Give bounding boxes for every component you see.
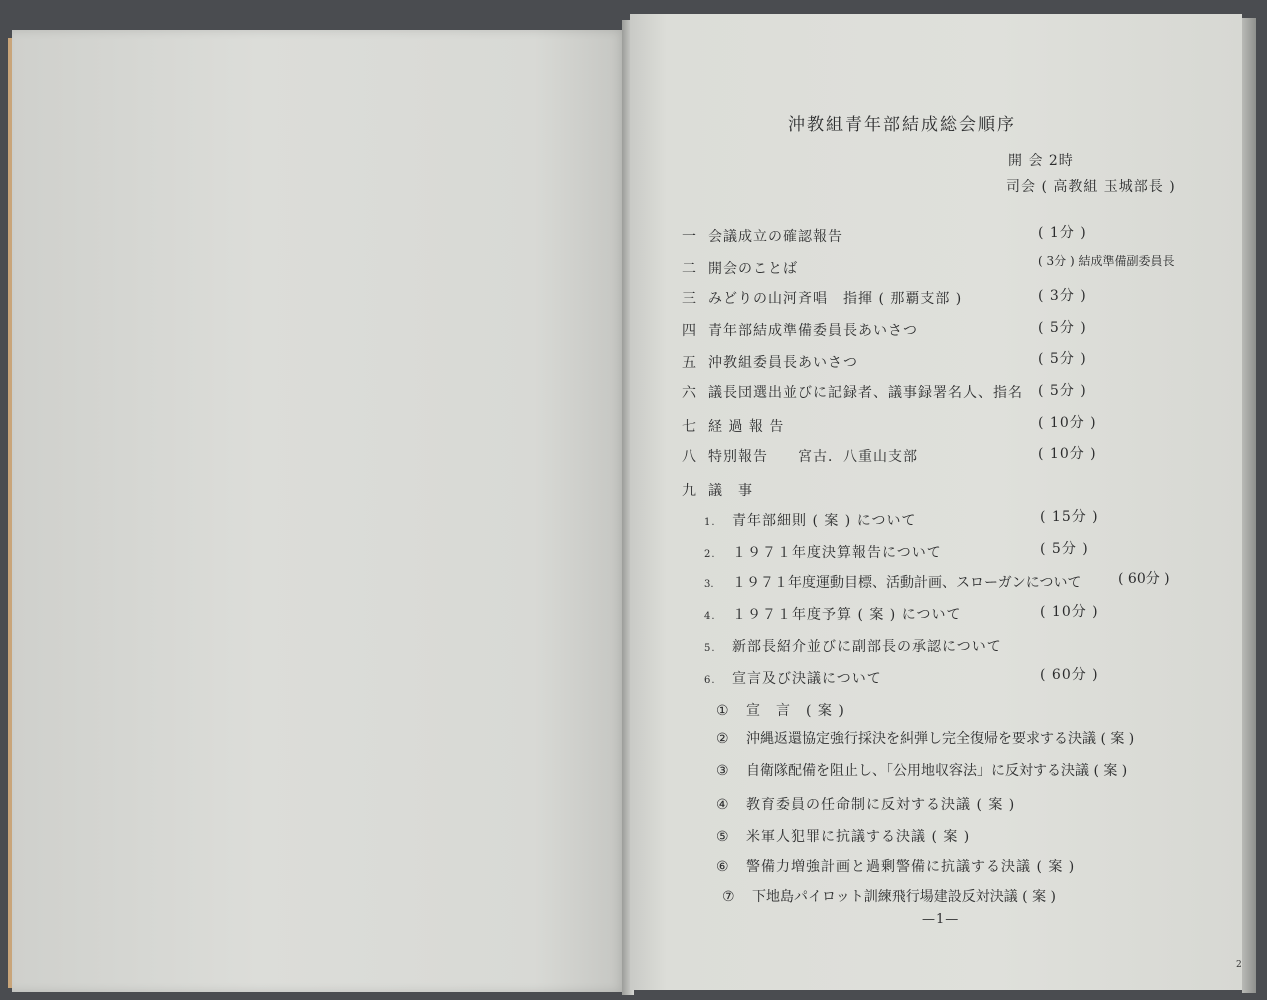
opening-time: 開 会 2時 — [1008, 153, 1074, 169]
agenda-item: 3. １９７１年度運動目標、活動計画、スローガンについて — [704, 575, 1082, 591]
list-item: 一 会議成立の確認報告 — [682, 229, 843, 245]
item-duration: ( 3分 ) — [1038, 288, 1087, 304]
item-duration: ( 10分 ) — [1040, 604, 1099, 620]
list-item: 二 開会のことば — [682, 261, 798, 277]
chairperson: 司会 ( 高教組 玉城部長 ) — [1006, 179, 1176, 195]
program-page — [630, 14, 1242, 990]
page-number: —1— — [922, 912, 960, 927]
list-item: 七 経 過 報 告 — [682, 419, 785, 435]
resolution-item: ② 沖縄返還協定強行採決を糾弾し完全復帰を要求する決議 ( 案 ) — [716, 731, 1135, 747]
agenda-item: 2. １９７１年度決算報告について — [704, 545, 942, 561]
list-item: 五 沖教組委員長あいさつ — [682, 355, 858, 371]
item-duration: ( 10分 ) — [1038, 415, 1097, 431]
list-item: 八 特別報告 宮古．八重山支部 — [682, 449, 918, 465]
item-duration: ( 5分 ) — [1038, 320, 1087, 336]
agenda-item: 4. １９７１年度予算 ( 案 ) について — [704, 607, 962, 623]
agenda-item: 1. 青年部細則 ( 案 ) について — [704, 513, 917, 529]
item-duration: ( 15分 ) — [1040, 509, 1099, 525]
right-page-edge — [1242, 18, 1256, 993]
corner-mark: 2 — [1236, 960, 1242, 970]
item-duration: ( 1分 ) — [1038, 225, 1087, 241]
page-title: 沖教組青年部結成総会順序 — [788, 115, 1016, 135]
list-item: 四 青年部結成準備委員長あいさつ — [682, 323, 918, 339]
item-duration: ( 60分 ) — [1118, 571, 1170, 587]
resolution-item: ④ 教育委員の任命制に反対する決議 ( 案 ) — [716, 797, 1016, 813]
list-item: 九 議 事 — [682, 483, 753, 499]
list-item: 三 みどりの山河斉唱 指揮 ( 那覇支部 ) — [682, 291, 963, 307]
item-duration: ( 10分 ) — [1038, 446, 1097, 462]
item-duration: ( 5分 ) — [1038, 383, 1087, 399]
resolution-item: ⑤ 米軍人犯罪に抗議する決議 ( 案 ) — [716, 829, 971, 845]
resolution-item: ③ 自衛隊配備を阻止し、「公用地収容法」に反対する決議 ( 案 ) — [716, 763, 1128, 779]
item-duration: ( 5分 ) — [1040, 541, 1089, 557]
item-duration: ( 60分 ) — [1040, 667, 1099, 683]
list-item: 六 議長団選出並びに記録者、議事録署名人、指名 — [682, 385, 1023, 401]
item-duration: ( 3分 ) 結成準備副委員長 — [1038, 254, 1175, 268]
resolution-item: ⑥ 警備力増強計画と過剰警備に抗議する決議 ( 案 ) — [716, 859, 1076, 875]
agenda-item: 6. 宣言及び決議について — [704, 671, 882, 687]
item-duration: ( 5分 ) — [1038, 351, 1087, 367]
resolution-item: ① 宣 言 ( 案 ) — [716, 703, 845, 719]
resolution-item: ⑦ 下地島パイロット訓練飛行場建設反対決議 ( 案 ) — [722, 889, 1056, 905]
left-blank-page — [12, 30, 628, 992]
agenda-item: 5. 新部長紹介並びに副部長の承認について — [704, 639, 1002, 655]
